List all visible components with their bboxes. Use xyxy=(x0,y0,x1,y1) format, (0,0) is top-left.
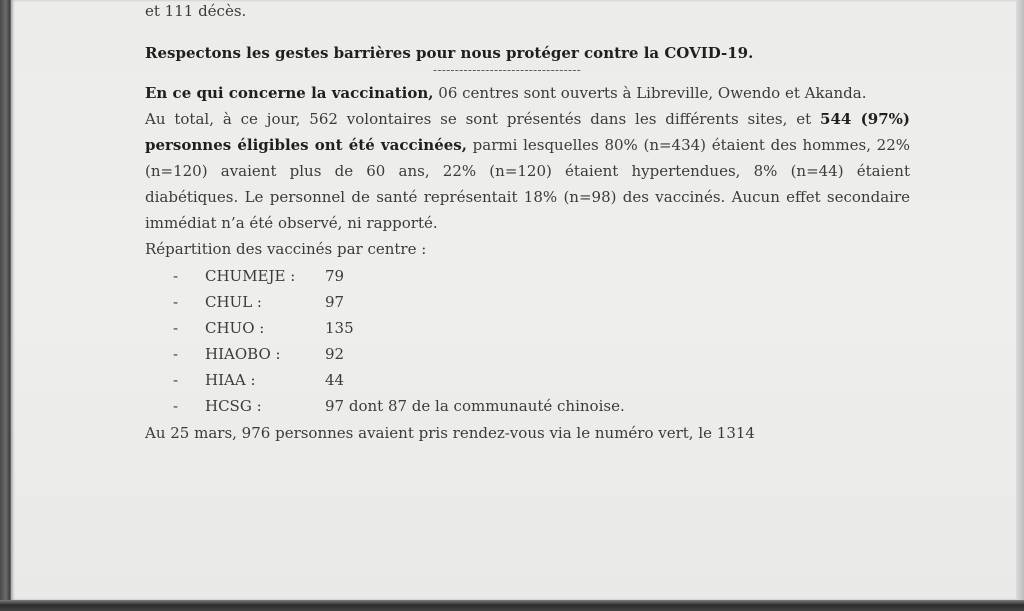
list-bullet: - xyxy=(173,293,179,311)
center-value: 79 xyxy=(325,267,345,285)
heading-separator: ---------------------------------- xyxy=(433,63,582,77)
intro-tail: et 111 décès. xyxy=(145,2,247,20)
heading-text: Respectons les gestes barrières pour nous protéger contre la COVID-19. xyxy=(145,44,754,62)
vaccination-lead-rest: 06 centres sont ouverts à Libreville, Owendo et Akanda. xyxy=(438,84,867,102)
center-name: CHUL : xyxy=(205,293,262,311)
center-name: CHUO : xyxy=(205,319,265,337)
vaccination-line-2 xyxy=(145,106,910,132)
list-bullet: - xyxy=(173,319,179,337)
distribution-title: Répartition des vaccinés par centre : xyxy=(145,240,427,258)
vaccination-line-5: diabétiques. Le personnel de santé représentait 18% (n=98) des vaccinés. Aucun effet secondaire xyxy=(145,188,910,206)
center-name: HIAA : xyxy=(205,371,256,389)
page-bottom-edge xyxy=(0,600,1024,611)
vaccination-line-3-bold: personnes éligibles ont été vaccinées, xyxy=(145,136,467,154)
vaccination-line-3-text: parmi lesquelles 80% (n=434) étaient des hommes, 22% xyxy=(472,136,910,154)
center-value: 44 xyxy=(325,371,345,389)
center-value: 135 xyxy=(325,319,354,337)
vaccination-line-2-bold: 544 (97%) xyxy=(820,110,910,128)
center-value: 97 dont 87 de la communauté chinoise. xyxy=(325,397,625,415)
center-name: HCSG : xyxy=(205,397,262,415)
vaccination-lead xyxy=(145,80,867,106)
center-name: HIAOBO : xyxy=(205,345,281,363)
vaccination-lead-bold: En ce qui concerne la vaccination, xyxy=(145,84,434,102)
vaccination-line-2-text: Au total, à ce jour, 562 volontaires se sont présentés dans les différents sites, et xyxy=(145,110,812,128)
list-bullet: - xyxy=(173,371,179,389)
list-bullet: - xyxy=(173,267,179,285)
vaccination-line-3 xyxy=(145,132,910,158)
document-page xyxy=(12,0,1018,600)
center-name: CHUMEJE : xyxy=(205,267,296,285)
center-value: 92 xyxy=(325,345,345,363)
page-right-edge xyxy=(1016,0,1024,611)
footer-line: Au 25 mars, 976 personnes avaient pris rendez-vous via le numéro vert, le 1314 xyxy=(145,424,755,442)
list-bullet: - xyxy=(173,345,179,363)
list-bullet: - xyxy=(173,397,179,415)
vaccination-line-6: immédiat n’a été observé, ni rapporté. xyxy=(145,214,438,232)
center-value: 97 xyxy=(325,293,345,311)
vaccination-line-4: (n=120) avaient plus de 60 ans, 22% (n=120) étaient hypertendues, 8% (n=44) étaient xyxy=(145,162,910,180)
